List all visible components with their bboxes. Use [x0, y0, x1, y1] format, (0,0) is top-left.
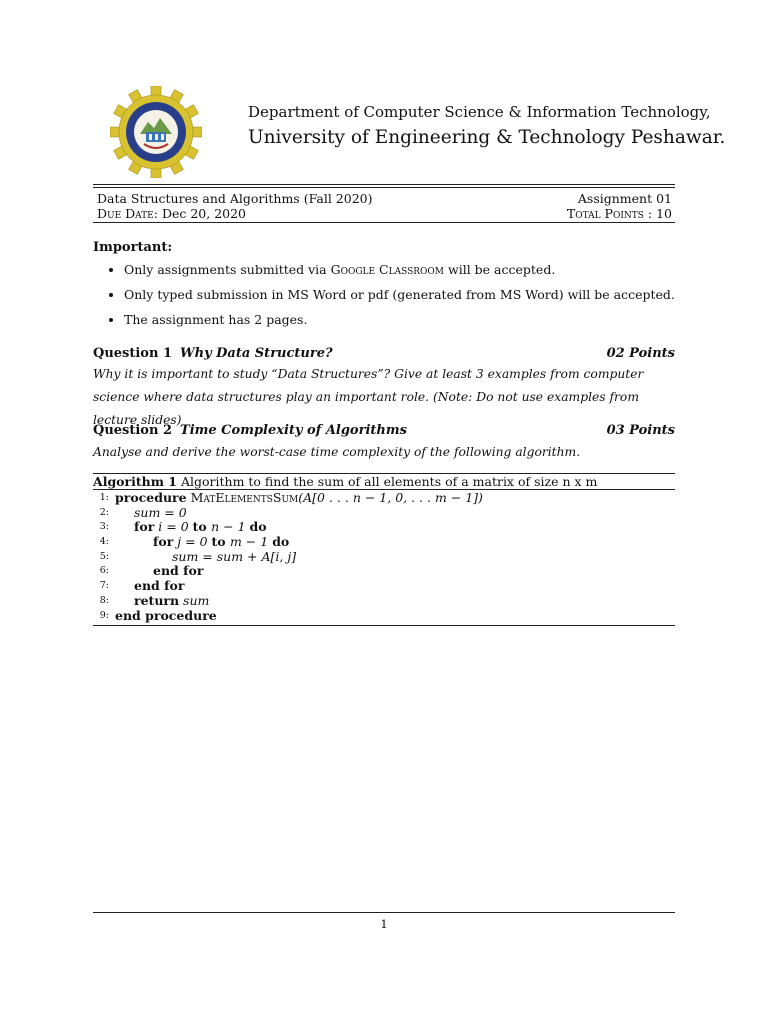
page-number: 1	[380, 917, 388, 931]
question-1-header	[93, 346, 675, 361]
university-name: University of Engineering & Technology Peshawar.	[248, 127, 726, 148]
due-date: Due Date: Dec 20, 2020	[97, 206, 247, 221]
university-logo	[110, 86, 202, 178]
header-bottom-rule	[93, 222, 675, 223]
assignment-number: Assignment 01	[577, 191, 672, 206]
algorithm-line: 6: end for	[99, 563, 204, 579]
question-2-text: Analyse and derive the worst-case time complexity of the following algorithm.	[93, 445, 581, 459]
question-title: Why Data Structure?	[180, 346, 333, 361]
header-row-due	[97, 206, 672, 221]
footer-rule	[93, 912, 675, 913]
department-name: Department of Computer Science & Information Technology,	[248, 103, 711, 121]
header-top-rule-double	[93, 187, 675, 188]
question-label: Question 1	[93, 346, 173, 361]
question-label: Question 2	[93, 423, 173, 438]
list-item: • Only assignments submitted via Google Classroom will be accepted.	[124, 262, 684, 277]
algorithm-line: 1: procedure MatElementsSum(A[0 . . . n − 1, 0, . . . m − 1])	[99, 490, 483, 505]
header-top-rule	[93, 184, 675, 185]
list-item: • Only typed submission in MS Word or pdf (generated from MS Word) will be accepted.	[124, 287, 684, 302]
algorithm-line: 7: end for	[99, 578, 185, 594]
header-row-course	[97, 191, 672, 206]
question-title: Time Complexity of Algorithms	[180, 423, 407, 438]
question-1-text: Why it is important to study “Data Structures”? Give at least 3 examples from computer science where data structures play an important role. (Note: Do not use examples from lecture slides)	[93, 367, 644, 427]
algorithm-line: 9: end procedure	[99, 607, 217, 623]
algorithm-line: 5: sum = sum + A[i, j]	[99, 548, 297, 564]
question-points: 02 Points	[606, 346, 675, 361]
important-list	[93, 262, 684, 337]
question-points: 03 Points	[606, 423, 675, 438]
algorithm-line: 2: sum = 0	[99, 504, 187, 520]
algorithm-body	[93, 491, 675, 623]
important-heading: Important:	[93, 240, 173, 255]
algorithm-line: 3: for i = 0 to n − 1 do	[99, 519, 267, 535]
algorithm-bottom-rule	[93, 625, 675, 626]
course-name: Data Structures and Algorithms (Fall 2020)	[97, 191, 373, 206]
algorithm-caption: Algorithm 1 Algorithm to find the sum of all elements of a matrix of size n x m	[93, 474, 598, 489]
total-points: Total Points : 10	[566, 206, 672, 221]
algorithm-line: 8: return sum	[99, 592, 210, 608]
algorithm-line: 4: for j = 0 to m − 1 do	[99, 534, 290, 550]
list-item: • The assignment has 2 pages.	[124, 312, 684, 327]
question-2-header	[93, 423, 675, 438]
